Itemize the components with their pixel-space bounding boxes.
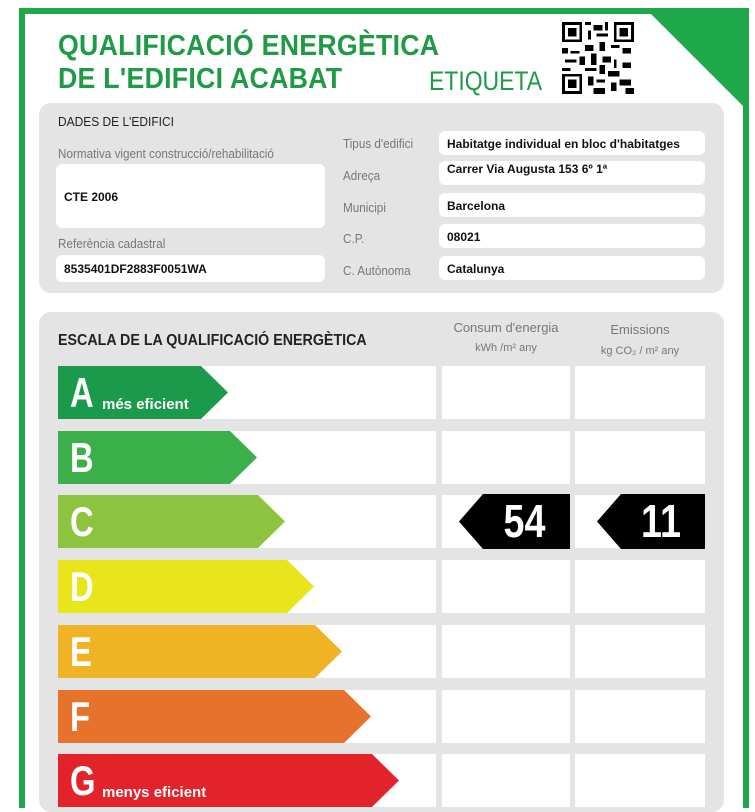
class-arrow-f bbox=[58, 690, 371, 743]
emissions-rating-badge bbox=[597, 494, 705, 549]
consumption-cell bbox=[442, 754, 570, 807]
emissions-cell bbox=[575, 625, 705, 678]
consumption-column-title: Consum d'energia bbox=[453, 320, 559, 335]
field-value-region: Catalunya bbox=[447, 262, 505, 276]
field-label-address: Adreça bbox=[343, 168, 381, 183]
class-letter: F bbox=[70, 693, 91, 740]
class-arrow-a bbox=[58, 366, 228, 419]
emissions-cell bbox=[575, 690, 705, 743]
title-line-2: DE L'EDIFICI ACABAT bbox=[58, 63, 343, 95]
cadastral-ref-value: 8535401DF2883F0051WA bbox=[64, 262, 207, 276]
class-arrow-g bbox=[58, 754, 399, 807]
title-line-1: QUALIFICACIÓ ENERGÈTICA bbox=[58, 30, 440, 62]
class-letter: D bbox=[70, 563, 94, 610]
qr-code-icon bbox=[562, 22, 634, 94]
field-label-municipality: Municipi bbox=[343, 200, 386, 215]
consumption-cell bbox=[442, 560, 570, 613]
emissions-column-unit: kg CO₂ / m² any bbox=[600, 345, 680, 357]
normativa-label: Normativa vigent construcció/rehabilitació bbox=[58, 146, 274, 161]
emissions-column-title: Emissions bbox=[610, 322, 670, 337]
class-arrow-c bbox=[58, 495, 285, 548]
emissions-cell bbox=[575, 560, 705, 613]
field-label-building-type: Tipus d'edifici bbox=[343, 136, 414, 151]
energy-scale-title: ESCALA DE LA QUALIFICACIÓ ENERGÈTICA bbox=[58, 332, 367, 349]
consumption-column-unit: kWh /m² any bbox=[475, 342, 537, 354]
class-letter: G bbox=[70, 757, 96, 804]
normativa-value: CTE 2006 bbox=[64, 190, 119, 204]
consumption-cell bbox=[442, 431, 570, 484]
field-value-building-type: Habitatge individual en bloc d'habitatges bbox=[447, 137, 680, 151]
cadastral-ref-label: Referència cadastral bbox=[58, 236, 166, 251]
field-value-address: Carrer Via Augusta 153 6º 1ª bbox=[447, 162, 608, 176]
class-arrow-e bbox=[58, 625, 342, 678]
etiqueta-label: ETIQUETA bbox=[429, 66, 543, 96]
emissions-cell bbox=[575, 366, 705, 419]
class-arrow-d bbox=[58, 560, 314, 613]
class-note: més eficient bbox=[102, 396, 189, 413]
class-note: menys eficient bbox=[102, 784, 207, 801]
rating-value: 54 bbox=[503, 495, 546, 547]
class-letter: C bbox=[70, 498, 94, 545]
corner-decoration bbox=[651, 14, 743, 106]
field-label-postal-code: C.P. bbox=[343, 231, 365, 246]
consumption-cell bbox=[442, 690, 570, 743]
emissions-cell bbox=[575, 754, 705, 807]
rating-value: 11 bbox=[641, 495, 681, 547]
field-value-postal-code: 08021 bbox=[447, 230, 481, 244]
class-letter: B bbox=[70, 434, 94, 481]
field-value-municipality: Barcelona bbox=[447, 199, 506, 213]
class-arrow-b bbox=[58, 431, 257, 484]
building-section-title: DADES DE L'EDIFICI bbox=[58, 114, 174, 129]
emissions-cell bbox=[575, 431, 705, 484]
class-letter: A bbox=[70, 369, 94, 416]
field-label-region: C. Autònoma bbox=[343, 263, 411, 278]
consumption-cell bbox=[442, 625, 570, 678]
class-letter: E bbox=[70, 628, 92, 675]
consumption-cell bbox=[442, 366, 570, 419]
consumption-rating-badge bbox=[459, 494, 570, 549]
